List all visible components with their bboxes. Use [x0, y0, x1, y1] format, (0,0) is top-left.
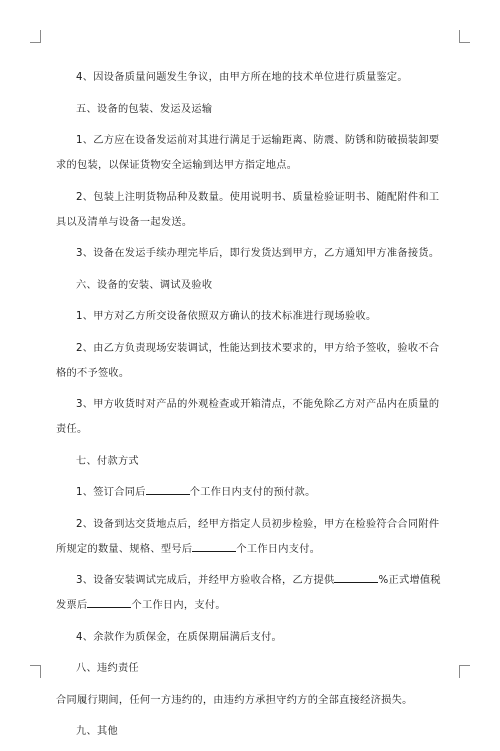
clause-6-3-inspection: 3、甲方收货时对产品的外观检查或开箱清点，不能免除乙方对产品内在质量的责任。	[56, 399, 440, 435]
crop-mark-top-left	[30, 30, 41, 43]
clause-7-4-retention: 4、余款作为质保金，在质保期届满后支付。	[76, 631, 283, 643]
clause-7-1-prepayment	[56, 480, 446, 505]
crop-mark-top-right	[459, 30, 470, 43]
section-5-heading: 五、设备的包装、发运及运输	[76, 103, 213, 115]
clause-7-1-text-before: 1、签订合同后	[76, 487, 146, 498]
clause-6-1-acceptance: 1、甲方对乙方所交设备依照双方确认的技术标准进行现场验收。	[76, 311, 377, 322]
fill-blank-percent[interactable]	[334, 573, 378, 583]
fill-blank-days[interactable]	[87, 598, 131, 608]
section-8-heading: 八、违约责任	[76, 663, 139, 674]
section-7-heading: 七、付款方式	[76, 455, 139, 467]
clause-6-2-installation: 2、由乙方负责现场安装调试，性能达到技术要求的，甲方给予签收，验收不合格的不予签收。	[56, 342, 440, 379]
section-9-heading: 九、其他	[76, 726, 118, 737]
clause-7-3-text-after: 个工作日内，支付。	[131, 600, 226, 611]
clause-7-2-text-after: 个工作日内支付。	[236, 543, 321, 555]
crop-mark-bottom-left	[30, 665, 41, 678]
clause-7-2-text-before: 2、设备到达交货地点后，经甲方指定人员初步检验，甲方在检验符合合同附件所规定的数量、规格、型号后	[56, 518, 440, 555]
clause-7-3-acceptance-payment	[56, 568, 446, 618]
clause-7-1-text-after: 个工作日内支付的预付款。	[189, 487, 316, 498]
clause-7-3-text-middle: %正式增值税发票后	[56, 575, 441, 611]
clause-5-1-packaging: 1、乙方应在设备发运前对其进行满足于运输距离、防震、防锈和防破损装卸要求的包装，以保证货物安全运输到达甲方指定地点。	[56, 135, 440, 171]
clause-5-2-labeling: 2、包装上注明货物品种及数量。使用说明书、质量检验证明书、随配附件和工具以及清单与设备一起发送。	[56, 191, 440, 228]
clause-7-3-text-before: 3、设备安装调试完成后，并经甲方验收合格，乙方提供	[76, 575, 335, 586]
section-6-heading: 六、设备的安装、调试及验收	[76, 279, 213, 291]
clause-4-dispute: 4、因设备质量问题发生争议，由甲方所在地的技术单位进行质量鉴定。	[76, 72, 408, 83]
clause-7-2-delivery-payment	[56, 512, 446, 562]
fill-blank-days[interactable]	[146, 485, 190, 495]
crop-mark-bottom-right	[459, 665, 470, 678]
clause-8-liability: 合同履行期间，任何一方违约的，由违约方承担守约方的全部直接经济损失。	[56, 694, 413, 706]
document-body	[56, 65, 446, 751]
fill-blank-days[interactable]	[192, 542, 236, 552]
clause-5-3-shipping: 3、设备在发运手续办理完毕后，即行发货达到甲方，乙方通知甲方准备接货。	[76, 248, 440, 259]
